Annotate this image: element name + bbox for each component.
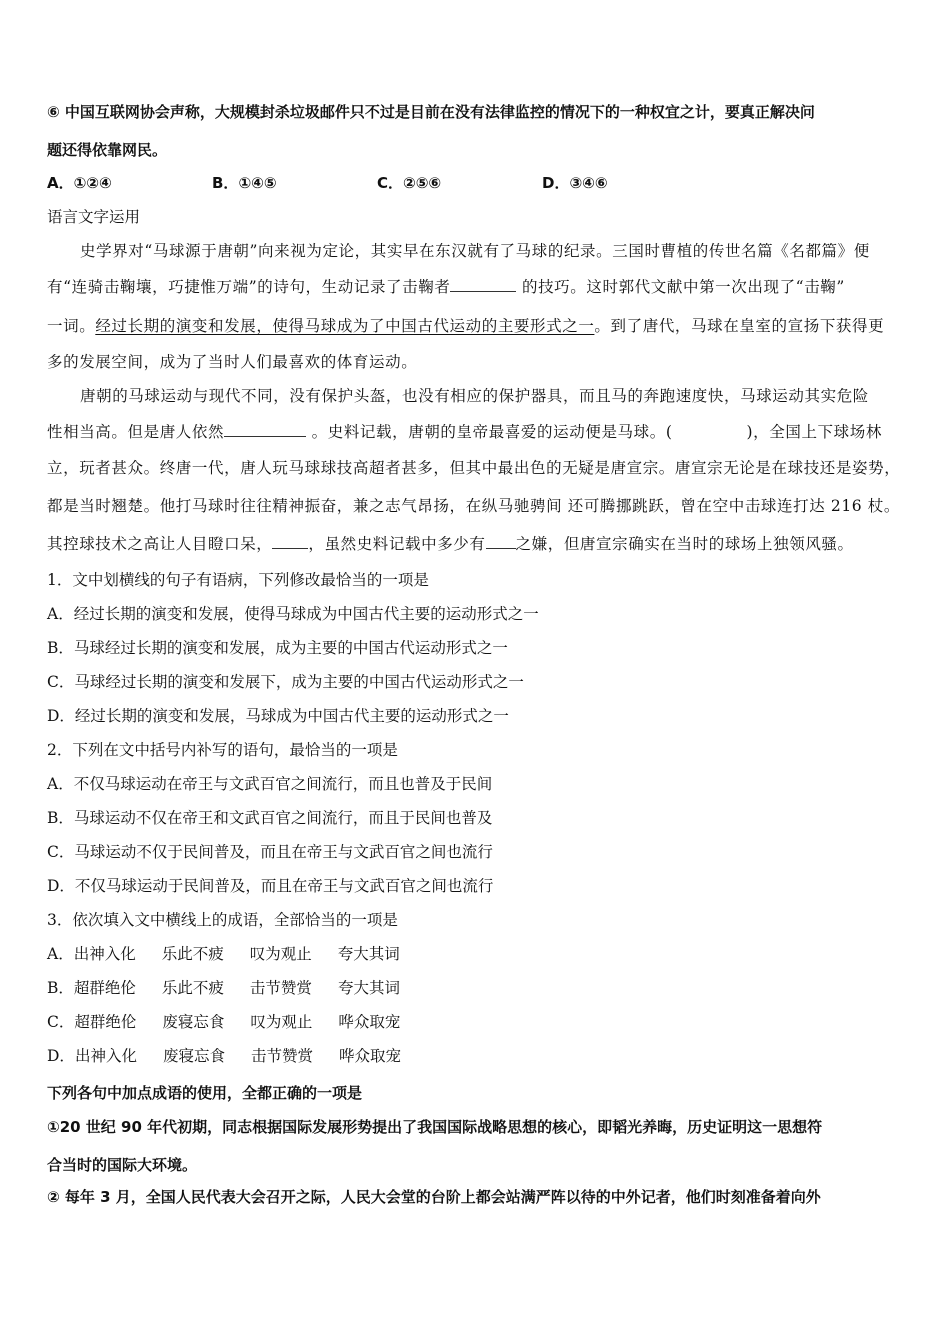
option-label: B． [47,979,74,997]
item-6-line-1: ⑥ 中国互联网协会声称，大规模封杀垃圾邮件只不过是目前在没有法律监控的情况下的一种权宜之计，要真正解决问 [47,103,815,121]
passage-p1-line-2 [47,277,845,297]
passage-p2-line-3: 立，玩者甚众。终唐一代，唐人玩马球球技高超者甚多，但其中最出色的无疑是唐宣宗。唐宣宗无论是在球技还是姿势， [47,459,901,477]
option-a[interactable]: A．①②④ [47,174,112,192]
question-1-option-d[interactable]: D．经过长期的演变和发展，马球成为中国古代主要的运动形式之一 [47,707,509,725]
question-2-option-d[interactable]: D．不仅马球运动于民间普及，而且在帝王与文武百官之间也流行 [47,877,494,895]
option-c[interactable]: C．②⑤⑥ [377,174,442,192]
passage-text: ，虽然史料记载中多少有 [308,535,486,553]
question-2-stem: 2．下列在文中括号内补写的语句，最恰当的一项是 [47,741,398,759]
question-3-option-c[interactable] [47,1012,426,1032]
underlined-sentence: 经过长期的演变和发展，使得马球成为了中国古代运动的主要形式之一 [95,317,595,335]
option-label: C． [47,1013,75,1031]
passage-text: 其控球技术之高让人目瞪口呆， [47,535,273,553]
passage-p1-line-1: 史学界对“马球源于唐朝”向来视为定论，其实早在东汉就有了马球的纪录。三国时曹植的传世名篇《名都篇》便 [80,242,870,260]
question-2-option-c[interactable]: C．马球运动不仅于民间普及，而且在帝王与文武百官之间也流行 [47,843,493,861]
idiom: 废寝忘食 [162,1047,225,1065]
passage-p2-line-5 [47,534,854,554]
passage-text: )，全国上下球场林 [746,423,882,441]
question-1-option-b[interactable]: B．马球经过长期的演变和发展，成为主要的中国古代运动形式之一 [47,639,508,657]
question-1-option-a[interactable]: A．经过长期的演变和发展，使得马球成为中国古代主要的运动形式之一 [47,605,539,623]
answer-options-row [47,173,608,193]
question-2-option-b[interactable]: B．马球运动不仅在帝王和文武百官之间流行，而且于民间也普及 [47,809,493,827]
passage-p1-line-3 [47,316,884,336]
idiom: 叹为观止 [249,945,312,963]
idiom-question-stem: 下列各句中加点成语的使用，全都正确的一项是 [47,1084,363,1102]
passage-text: 一词。 [47,317,96,335]
passage-p2-line-2 [47,422,882,442]
idiom: 乐此不疲 [161,945,224,963]
idiom: 乐此不疲 [161,979,224,997]
passage-p2-line-1: 唐朝的马球运动与现代不同，没有保护头盔，也没有相应的保护器具，而且马的奔跑速度快，马球运动其实危险 [80,387,869,405]
question-2-option-a[interactable]: A．不仅马球运动在帝王与文武百官之间流行，而且也普及于民间 [47,775,493,793]
passage-p1-line-4: 多的发展空间，成为了当时人们最喜欢的体育运动。 [47,353,418,371]
passage-text: 。到了唐代，马球在皇室的宣扬下获得更 [594,317,885,335]
option-d[interactable]: D．③④⑥ [542,174,608,192]
passage-text: 性相当高。但是唐人依然 [47,423,225,441]
idiom: 击节赞赏 [249,979,312,997]
question-3-option-d[interactable] [47,1046,427,1066]
idiom: 出神入化 [74,1047,137,1065]
idiom: 超群绝伦 [74,1013,137,1031]
option-label: A． [47,945,74,963]
idiom: 夸大其词 [337,945,400,963]
question-1-stem: 1．文中划横线的句子有语病，下列修改最恰当的一项是 [47,571,429,589]
option-label: D． [47,1047,75,1065]
fill-blank[interactable] [224,422,306,437]
fill-blank[interactable] [486,534,516,549]
question-3-option-b[interactable] [47,978,426,998]
idiom: 哗众取宠 [338,1013,401,1031]
idiom: 超群绝伦 [73,979,136,997]
passage-p2-line-4: 都是当时翘楚。他打马球时往往精神振奋，兼之志气昂扬，在纵马驰骋间 还可腾挪跳跃，曾在空中击球连打达 216 杖。 [47,497,900,515]
fill-blank[interactable] [450,277,516,292]
option-b[interactable]: B．①④⑤ [212,174,277,192]
idiom-item-1-line-2: 合当时的国际大环境。 [47,1156,198,1174]
idiom-item-1-line-1: ①20 世纪 90 年代初期，同志根据国际发展形势提出了我国国际战略思想的核心，即韬光养晦，历史证明这一思想符 [47,1118,823,1136]
passage-text: 之嫌，但唐宣宗确实在当时的球场上独领风骚。 [515,535,854,553]
section-title: 语言文字运用 [47,208,141,226]
idiom: 叹为观止 [250,1013,313,1031]
passage-text: 有“连骑击鞠壤，巧捷惟万端”的诗句，生动记录了击鞠者 [47,278,451,296]
question-1-option-c[interactable]: C．马球经过长期的演变和发展下，成为主要的中国古代运动形式之一 [47,673,524,691]
passage-text: 。史料记载，唐朝的皇帝最喜爱的运动便是马球。( [306,423,673,441]
idiom: 击节赞赏 [250,1047,313,1065]
question-3-option-a[interactable] [47,944,426,964]
idiom: 废寝忘食 [162,1013,225,1031]
idiom: 夸大其词 [337,979,400,997]
idiom: 出神入化 [73,945,136,963]
passage-text: 的技巧。这时郭代文献中第一次出现了“击鞠” [516,278,845,296]
idiom-item-2-line-1: ② 每年 3 月，全国人民代表大会召开之际，人民大会堂的台阶上都会站满严阵以待的中外记者，他们时刻准备着向外 [47,1188,821,1206]
idiom: 哗众取宠 [338,1047,401,1065]
question-3-stem: 3．依次填入文中横线上的成语，全部恰当的一项是 [47,911,398,929]
fill-blank[interactable] [272,534,308,549]
item-6-line-2: 题还得依靠网民。 [47,141,168,159]
